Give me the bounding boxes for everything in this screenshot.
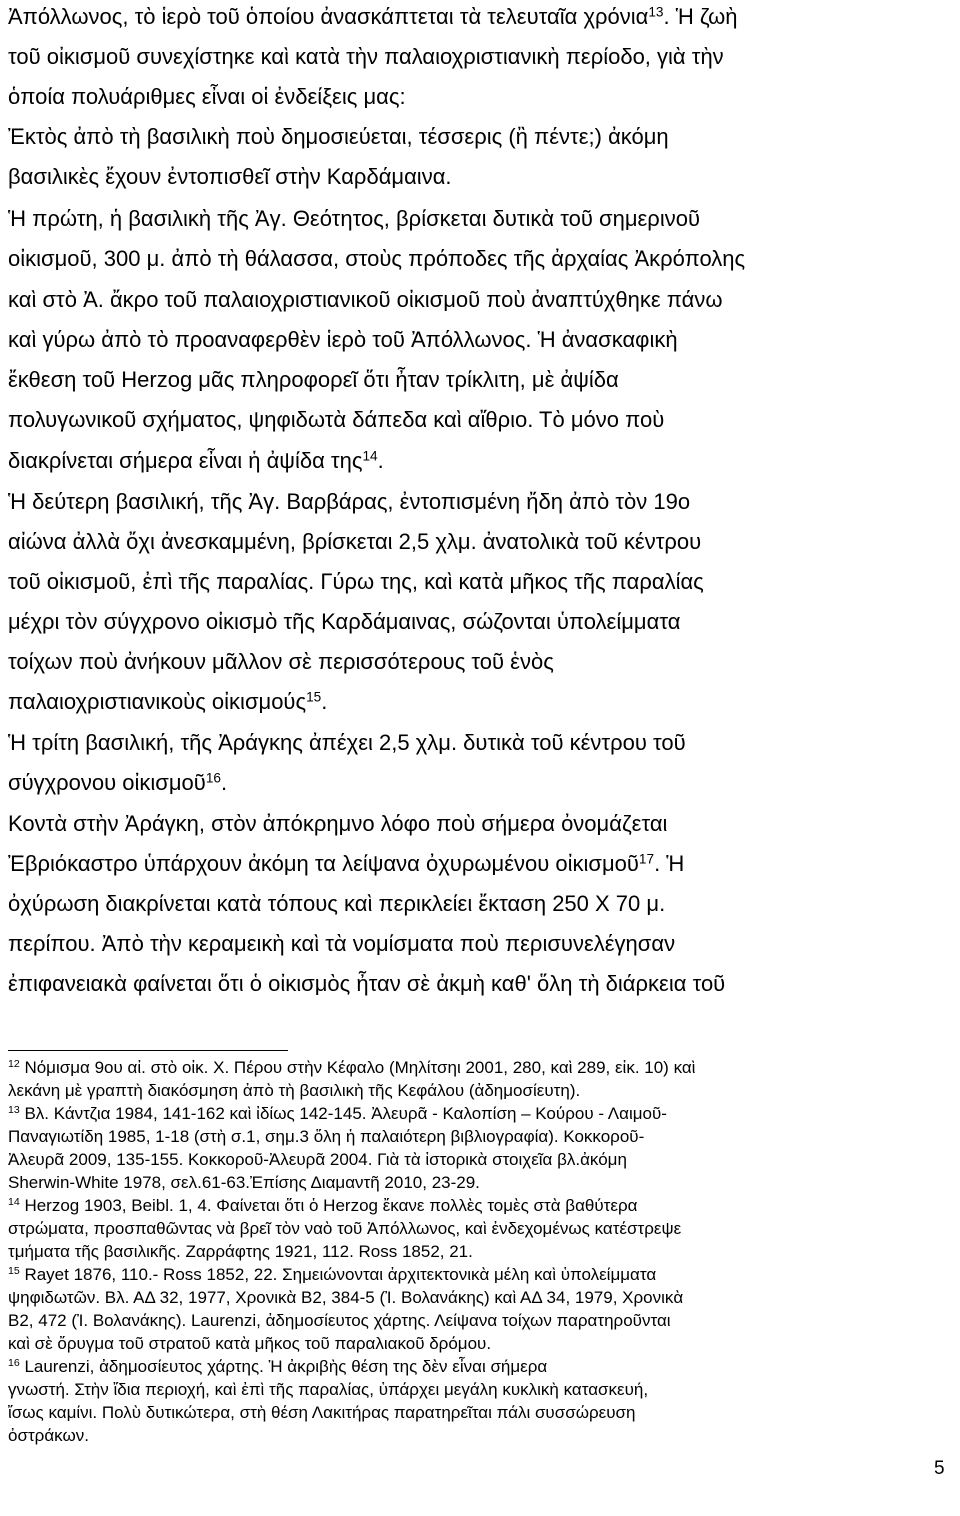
footnote-line: στρώματα, προσπαθῶντας νὰ βρεῖ τὸν ναὸ τοῦ Ἀπόλλωνος, καὶ ἐνδεχομένως κατέστρεψε (8, 1219, 682, 1238)
body-line: Ἀπόλλωνος, τὸ ἱερὸ τοῦ ὁποίου ἀνασκάπτεται τὰ τελευταῖα χρόνια$^{13}$. Ἡ ζωὴ (8, 4, 738, 29)
body-line: ὁποία πολυάριθμες εἶναι οἱ ἐνδείξεις μας: (8, 84, 406, 109)
footnote-line: Ἀλευρᾶ 2009, 135-155. Κοκκοροῦ-Ἀλευρᾶ 2004. Γιὰ τὰ ἱστορικὰ στοιχεῖα βλ.ἀκόμη (8, 1150, 627, 1169)
body-line: οἰκισμοῦ, 300 μ. ἀπὸ τὴ θάλασσα, στοὺς πρόποδες τῆς ἀρχαίας Ἀκρόπολης (8, 246, 746, 271)
body-line: καὶ στὸ Ἀ. ἄκρο τοῦ παλαιοχριστιανικοῦ οἰκισμοῦ ποὺ ἀναπτύχθηκε πάνω (8, 287, 723, 312)
footnote-ref: 14 (362, 448, 378, 464)
body-line: διακρίνεται σήμερα εἶναι ἡ ἀψίδα της$^{14}$. (8, 448, 384, 473)
body-line: Κοντὰ στὴν Ἀράγκη, στὸν ἀπόκρημνο λόφο ποὺ σήμερα ὀνομάζεται (8, 811, 668, 836)
body-line: παλαιοχριστιανικοὺς οἰκισμούς$^{15}$. (8, 689, 328, 714)
footnote-line: $^{14}$ Herzog 1903, Beibl. 1, 4. Φαίνεται ὅτι ὁ Herzog ἔκανε πολλὲς τομὲς στὰ βαθύτερα (8, 1196, 638, 1215)
footnote-number: 15 (8, 1265, 20, 1278)
footnote-line: $^{16}$ Laurenzi, ἀδημοσίευτος χάρτης. Ἡ ἀκριβὴς θέση της δὲν εἶναι σήμερα (8, 1357, 548, 1376)
footnote-ref: 13 (648, 4, 664, 20)
footnote-line: λεκάνη μὲ γραπτὴ διακόσμηση ἀπὸ τὴ βασιλικὴ τῆς Κεφάλου (ἀδημοσίευτη). (8, 1081, 581, 1100)
footnote-line: $^{15}$ Rayet 1876, 110.- Ross 1852, 22. Σημειώνονται ἀρχιτεκτονικὰ μέλη καὶ ὑπολείμματα (8, 1265, 657, 1284)
page-number: 5 (934, 1458, 945, 1479)
body-line: μέχρι τὸν σύγχρονο οἰκισμὸ τῆς Καρδάμαινας, σώζονται ὑπολείμματα (8, 609, 681, 634)
footnote-line: ἴσως καμίνι. Πολὺ δυτικώτερα, στὴ θέση Λακιτήρας παρατηρεῖται πάλι συσσώρευση (8, 1403, 636, 1422)
body-line: ἔκθεση τοῦ Herzog μᾶς πληροφορεῖ ὅτι ἦταν τρίκλιτη, μὲ ἀψίδα (8, 367, 619, 392)
footnote-number: 14 (8, 1196, 20, 1209)
footnote-number: 16 (8, 1357, 20, 1370)
footnote-number: 13 (8, 1104, 20, 1117)
body-line: τοῦ οἰκισμοῦ συνεχίστηκε καὶ κατὰ τὴν παλαιοχριστιανικὴ περίοδο, γιὰ τὴν (8, 44, 724, 69)
body-line: σύγχρονου οἰκισμοῦ$^{16}$. (8, 770, 228, 795)
body-line: ὀχύρωση διακρίνεται κατὰ τόπους καὶ περικλείει ἔκταση 250 Χ 70 μ. (8, 891, 666, 916)
body-line: τοίχων ποὺ ἀνήκουν μᾶλλον σὲ περισσότερους τοῦ ἑνὸς (8, 649, 554, 674)
body-line: καὶ γύρω ἀπὸ τὸ προαναφερθὲν ἱερὸ τοῦ Ἀπόλλωνος. Ἡ ἀνασκαφικὴ (8, 327, 678, 352)
body-line: ἐπιφανειακὰ φαίνεται ὅτι ὁ οἰκισμὸς ἦταν σὲ ἀκμὴ καθ' ὅλη τὴ διάρκεια τοῦ (8, 971, 726, 996)
footnote-line: Β2, 472 (Ἰ. Βολανάκης). Laurenzi, ἀδημοσίευτος χάρτης. Λείψανα τοίχων παρατηροῦνται (8, 1311, 671, 1330)
footnote-line: τμήματα τῆς βασιλικῆς. Ζαρράφτης 1921, 112. Ross 1852, 21. (8, 1242, 473, 1261)
body-line: Ἐκτὸς ἀπὸ τὴ βασιλικὴ ποὺ δημοσιεύεται, τέσσερις (ἢ πέντε;) ἀκόμη (8, 124, 669, 149)
footnote-line: $^{13}$ Βλ. Κάντζια 1984, 141-162 καὶ ἰδίως 142-145. Ἀλευρᾶ - Καλοπίση – Κούρου - Λαιμοῦ- (8, 1104, 667, 1123)
footnote-ref: 17 (638, 851, 655, 867)
footnote-line: Sherwin-White 1978, σελ.61-63.Ἐπίσης Διαμαντῆ 2010, 23-29. (8, 1173, 480, 1192)
footnote-line: καὶ σὲ ὄρυγμα τοῦ στρατοῦ κατὰ μῆκος τοῦ παραλιακοῦ δρόμου. (8, 1334, 492, 1353)
body-line: περίπου. Ἀπὸ τὴν κεραμεικὴ καὶ τὰ νομίσματα ποὺ περισυνελέγησαν (8, 931, 676, 956)
footnote-line: γνωστή. Στὴν ἴδια περιοχή, καὶ ἐπὶ τῆς παραλίας, ὑπάρχει μεγάλη κυκλικὴ κατασκευή, (8, 1380, 649, 1399)
body-line: Ἐβριόκαστρο ὑπάρχουν ἀκόμη τα λείψανα ὀχυρωμένου οἰκισμοῦ$^{17}$. Ἡ (8, 851, 685, 876)
body-line: Ἡ τρίτη βασιλική, τῆς Ἀράγκης ἀπέχει 2,5 χλμ. δυτικὰ τοῦ κέντρου τοῦ (8, 730, 686, 755)
footnote-divider (8, 1050, 288, 1051)
body-line: Ἡ πρώτη, ἡ βασιλικὴ τῆς Ἀγ. Θεότητος, βρίσκεται δυτικὰ τοῦ σημερινοῦ (8, 206, 700, 231)
body-line: αἰώνα ἀλλὰ ὄχι ἀνεσκαμμένη, βρίσκεται 2,5 χλμ. ἀνατολικὰ τοῦ κέντρου (8, 529, 702, 554)
footnote-line: ὀστράκων. (8, 1426, 89, 1445)
footnote-ref: 16 (205, 770, 221, 786)
body-line: Ἡ δεύτερη βασιλική, τῆς Ἀγ. Βαρβάρας, ἐντοπισμένη ἤδη ἀπὸ τὸν 19ο (8, 489, 691, 514)
body-line: τοῦ οἰκισμοῦ, ἐπὶ τῆς παραλίας. Γύρω της, καὶ κατὰ μῆκος τῆς παραλίας (8, 569, 704, 594)
footnote-line: Παναγιωτίδη 1985, 1-18 (στὴ σ.1, σημ.3 ὅλη ἡ παλαιότερη βιβλιογραφία). Κοκκοροῦ- (8, 1127, 645, 1146)
footnote-line: ψηφιδωτῶν. Βλ. ΑΔ 32, 1977, Χρονικὰ Β2, 384-5 (Ἰ. Βολανάκης) καὶ ΑΔ 34, 1979, Χρονικὰ (8, 1288, 684, 1307)
footnote-line: $^{12}$ Νόμισμα 9ου αἰ. στὸ οἰκ. Χ. Πέρου στὴν Κέφαλο (Μηλίτσηι 2001, 280, καὶ 289, εἰκ. 10) καὶ (8, 1058, 696, 1077)
body-line: πολυγωνικοῦ σχήματος, ψηφιδωτὰ δάπεδα καὶ αἴθριο. Τὸ μόνο ποὺ (8, 407, 665, 432)
footnote-ref: 15 (306, 689, 322, 705)
footnote-number: 12 (8, 1058, 20, 1071)
body-line: βασιλικὲς ἔχουν ἐντοπισθεῖ στὴν Καρδάμαινα. (8, 164, 452, 189)
